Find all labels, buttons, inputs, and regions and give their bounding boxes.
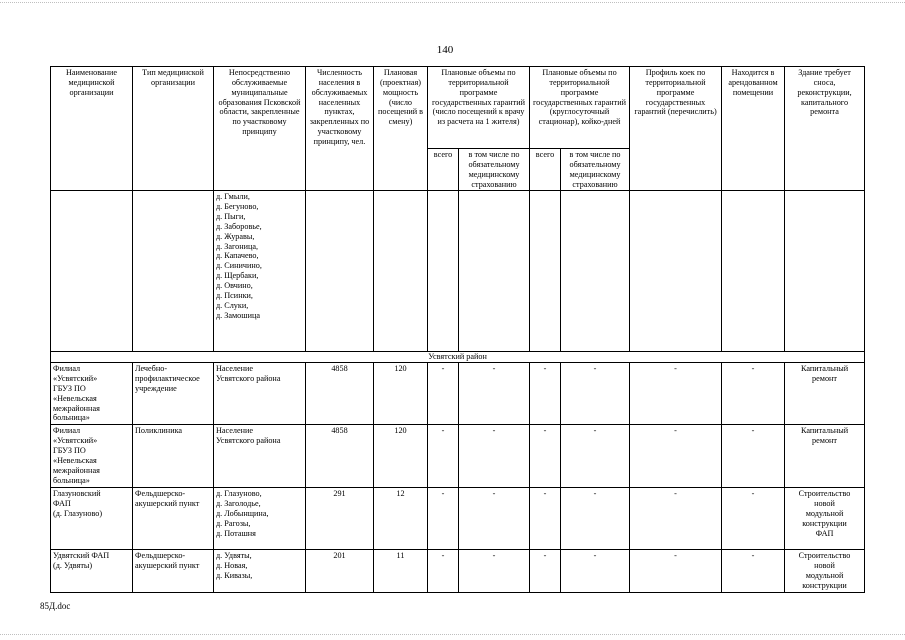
population: 201	[306, 550, 374, 592]
header-oms-1: в том числе по обязательному медицинскому страхованию	[459, 149, 530, 191]
header-org-name: Наименование медицинской организации	[51, 67, 133, 191]
header-outpatient-volume: Плановые объемы по территориальной программе государственных гарантий (число посещений к врачу из расчета на 1 жителя)	[428, 67, 530, 149]
org-name: Филиал «Усвятский» ГБУЗ ПО «Невельская межрайонная больница»	[51, 425, 133, 488]
table-row: Удвятский ФАП (д. Удвяты) Фельдшерско- акушерский пункт д. Удвяты, д. Новая, д. Кивазы, 201 11 - - - - - - Строительство новой модульной конструкции	[51, 550, 865, 592]
header-oms-2: в том числе по обязательному медицинскому страхованию	[561, 149, 630, 191]
served-areas: д. Удвяты, д. Новая, д. Кивазы,	[214, 550, 306, 592]
header-building-state: Здание требует сноса, реконструкции, капитального ремонта	[785, 67, 865, 191]
district-row	[51, 352, 865, 363]
org-name: Глазуновский ФАП (д. Глазуново)	[51, 488, 133, 550]
table-row: Глазуновский ФАП (д. Глазуново) Фельдшерско- акушерский пункт д. Глазуново, д. Заголодье, д. Лобынщина, д. Рагозы, д. Поташня 291 12 - - - - - - Строительство новой модульной конструкции ФАП	[51, 488, 865, 550]
table-row: Филиал «Усвятский» ГБУЗ ПО «Невельская межрайонная больница» Лечебно- профилактическое учреждение Население Усвятского района 4858 120 - - - - - - Капитальный ремонт	[51, 363, 865, 425]
scan-edge-bottom	[0, 634, 905, 636]
population: 291	[306, 488, 374, 550]
served-areas: д. Глазуново, д. Заголодье, д. Лобынщина, д. Рагозы, д. Поташня	[214, 488, 306, 550]
header-inpatient-volume: Плановые объемы по территориальной программе государственных гарантий (круглосуточный стационар), койко-дней	[530, 67, 630, 149]
served-areas: Население Усвятского района	[214, 363, 306, 425]
page-number: 140	[436, 44, 454, 56]
capacity: 120	[374, 363, 428, 425]
org-type: Фельдшерско- акушерский пункт	[133, 550, 214, 592]
header-total-1: всего	[428, 149, 459, 191]
footer-filename: 85Д.doc	[40, 601, 71, 611]
header-served-areas: Непосредственно обслуживаемые муниципальные образования Псковской области, закрепленные по участковому принципу	[214, 67, 306, 191]
served-areas: Население Усвятского района	[214, 425, 306, 488]
org-type: Лечебно- профилактическое учреждение	[133, 363, 214, 425]
scan-edge-top	[0, 2, 905, 4]
capacity: 12	[374, 488, 428, 550]
org-type: Поликлиника	[133, 425, 214, 488]
capacity: 11	[374, 550, 428, 592]
population: 4858	[306, 363, 374, 425]
table-row	[51, 191, 865, 352]
header-bed-profile: Профиль коек по территориальной программе государственных гарантий (перечислить)	[630, 67, 722, 191]
header-population: Численность населения в обслуживаемых населенных пунктах, закрепленных по участковому принципу, чел.	[306, 67, 374, 191]
header-rented: Находится в арендованном помещении	[722, 67, 785, 191]
header-capacity: Плановая (проектная) мощность (число посещений в смену)	[374, 67, 428, 191]
villages-list: д. Гмыли, д. Бегуново, д. Пыги, д. Заборовье, д. Журавы, д. Загоница, д. Капачево, д. Синичино, д. Щербаки, д. Овчино, д. Псинки, д. Слуки, д. Замошица	[214, 191, 306, 352]
building-state: Строительство новой модульной конструкции ФАП	[785, 488, 865, 550]
building-state: Капитальный ремонт	[785, 425, 865, 488]
facilities-table	[50, 66, 865, 593]
header-org-type: Тип медицинской организации	[133, 67, 214, 191]
district-title: Усвятский район	[51, 352, 865, 363]
building-state: Капитальный ремонт	[785, 363, 865, 425]
header-total-2: всего	[530, 149, 561, 191]
org-name: Удвятский ФАП (д. Удвяты)	[51, 550, 133, 592]
population: 4858	[306, 425, 374, 488]
table-row: Филиал «Усвятский» ГБУЗ ПО «Невельская межрайонная больница» Поликлиника Население Усвятского района 4858 120 - - - - - - Капитальный ремонт	[51, 425, 865, 488]
org-name: Филиал «Усвятский» ГБУЗ ПО «Невельская межрайонная больница»	[51, 363, 133, 425]
capacity: 120	[374, 425, 428, 488]
header-row	[51, 67, 865, 149]
org-type: Фельдшерско- акушерский пункт	[133, 488, 214, 550]
building-state: Строительство новой модульной конструкции	[785, 550, 865, 592]
